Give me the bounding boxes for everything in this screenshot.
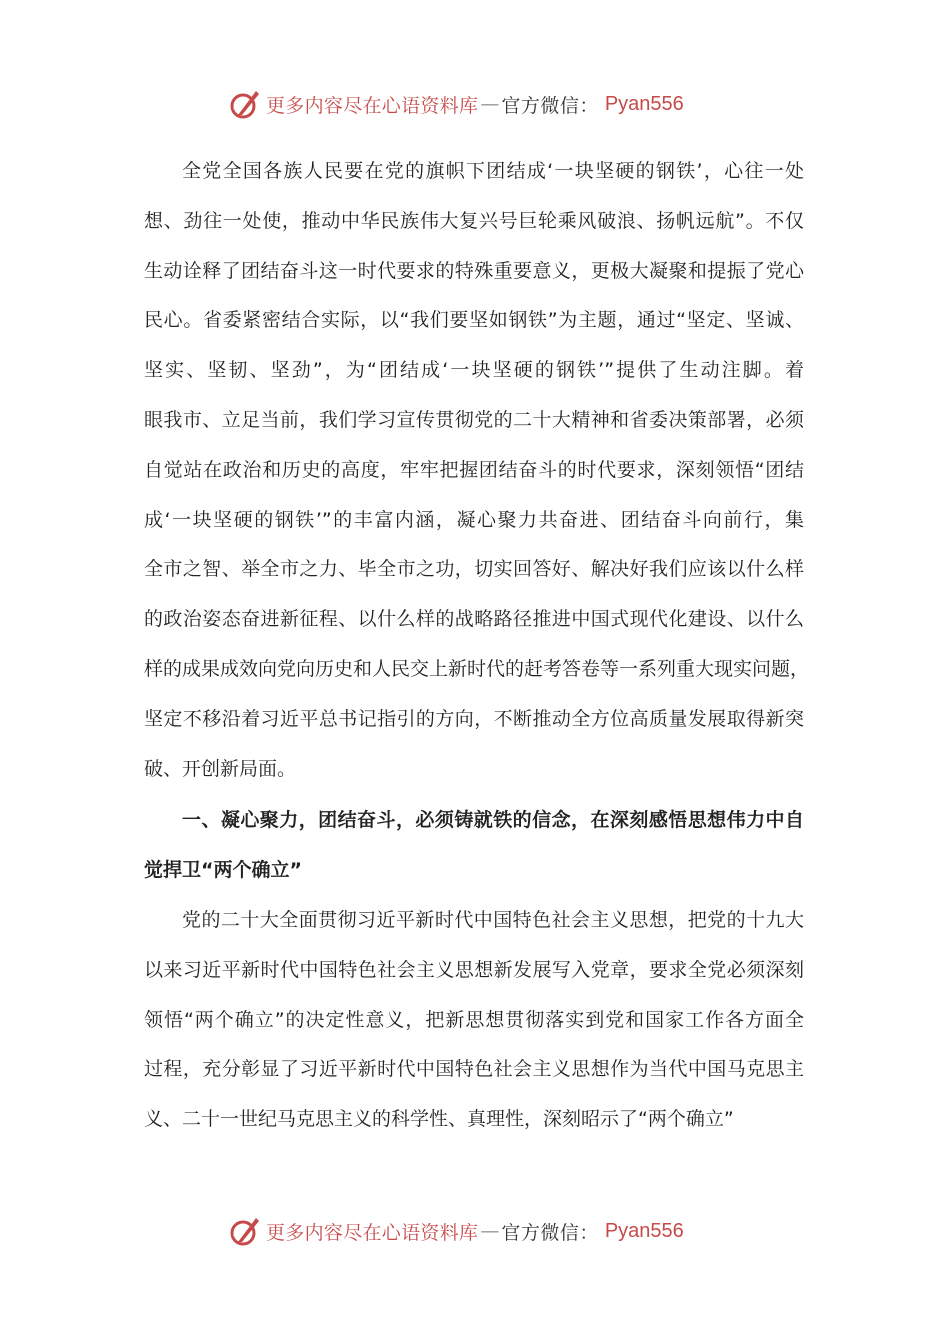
- paragraph-line: 民心。省委紧密结合实际，以“我们要坚如钢铁”为主题，通过“坚定、坚诚、: [144, 309, 804, 332]
- banner-official-label: 官方微信：: [501, 1221, 599, 1244]
- quill-pen-logo-icon: [228, 1214, 262, 1248]
- paragraph-line: 义、二十一世纪马克思主义的科学性、真理性，深刻昭示了“两个确立”: [144, 1108, 734, 1131]
- banner-official-label: 官方微信：: [501, 94, 599, 117]
- paragraph-line: 想、劲往一处使，推动中华民族伟大复兴号巨轮乘风破浪、扬帆远航”。不仅: [144, 209, 804, 232]
- section-heading-1: [144, 796, 804, 896]
- paragraph-line: 坚实、坚韧、坚劲”，为“团结成‘一块坚硬的钢铁’”提供了生动注脚。着: [144, 359, 804, 382]
- heading-line: 觉捍卫“两个确立”: [144, 859, 302, 882]
- heading-line: 一、凝心聚力，团结奋斗，必须铸就铁的信念，在深刻感悟思想伟力中自: [182, 809, 804, 832]
- paragraph-line: 的政治姿态奋进新征程、以什么样的战略路径推进中国式现代化建设、以什么: [144, 608, 804, 631]
- paragraph-line: 生动诠释了团结奋斗这一时代要求的特殊重要意义，更极大凝聚和提振了党心: [144, 259, 804, 282]
- paragraph-line: 眼我市、立足当前，我们学习宣传贯彻党的二十大精神和省委决策部署，必须: [144, 408, 804, 431]
- banner-wechat-id: Pyan556: [604, 1219, 684, 1242]
- banner-wechat-id: Pyan556: [604, 92, 684, 115]
- quill-pen-logo-icon: [228, 87, 262, 121]
- paragraph-line: 领悟“两个确立”的决定性意义，把新思想贯彻落实到党和国家工作各方面全: [144, 1008, 804, 1031]
- paragraph-line: 自觉站在政治和历史的高度，牢牢把握团结奋斗的时代要求，深刻领悟“团结: [144, 458, 804, 481]
- paragraph-line: 以来习近平新时代中国特色社会主义思想新发展写入党章，要求全党必须深刻: [144, 958, 804, 981]
- paragraph-line: 过程，充分彰显了习近平新时代中国特色社会主义思想作为当代中国马克思主: [144, 1058, 804, 1081]
- paragraph-1: [144, 147, 810, 794]
- header-watermark-banner: [0, 84, 950, 124]
- paragraph-line: 成‘一块坚硬的钢铁’”的丰富内涵，凝心聚力共奋进、团结奋斗向前行，集: [144, 508, 804, 531]
- paragraph-line: 破、开创新局面。: [144, 757, 297, 780]
- paragraph-line: 样的成果成效向党向历史和人民交上新时代的赶考答卷等一系列重大现实问题，: [144, 657, 810, 680]
- document-body: [144, 147, 810, 1145]
- paragraph-line: 全市之智、举全市之力、毕全市之功，切实回答好、解决好我们应该以什么样: [144, 558, 804, 581]
- banner-dash: —: [480, 1220, 500, 1242]
- paragraph-line: 党的二十大全面贯彻习近平新时代中国特色社会主义思想，把党的十九大: [182, 908, 804, 931]
- banner-title: 更多内容尽在心语资料库: [266, 94, 479, 117]
- banner-dash: —: [480, 93, 500, 115]
- paragraph-line: 全党全国各族人民要在党的旗帜下团结成‘一块坚硬的钢铁’，心往一处: [182, 160, 804, 182]
- paragraph-line: 坚定不移沿着习近平总书记指引的方向，不断推动全方位高质量发展取得新突: [144, 707, 804, 730]
- footer-watermark-banner: [0, 1211, 950, 1251]
- banner-title: 更多内容尽在心语资料库: [266, 1221, 479, 1244]
- paragraph-2: [144, 896, 804, 1145]
